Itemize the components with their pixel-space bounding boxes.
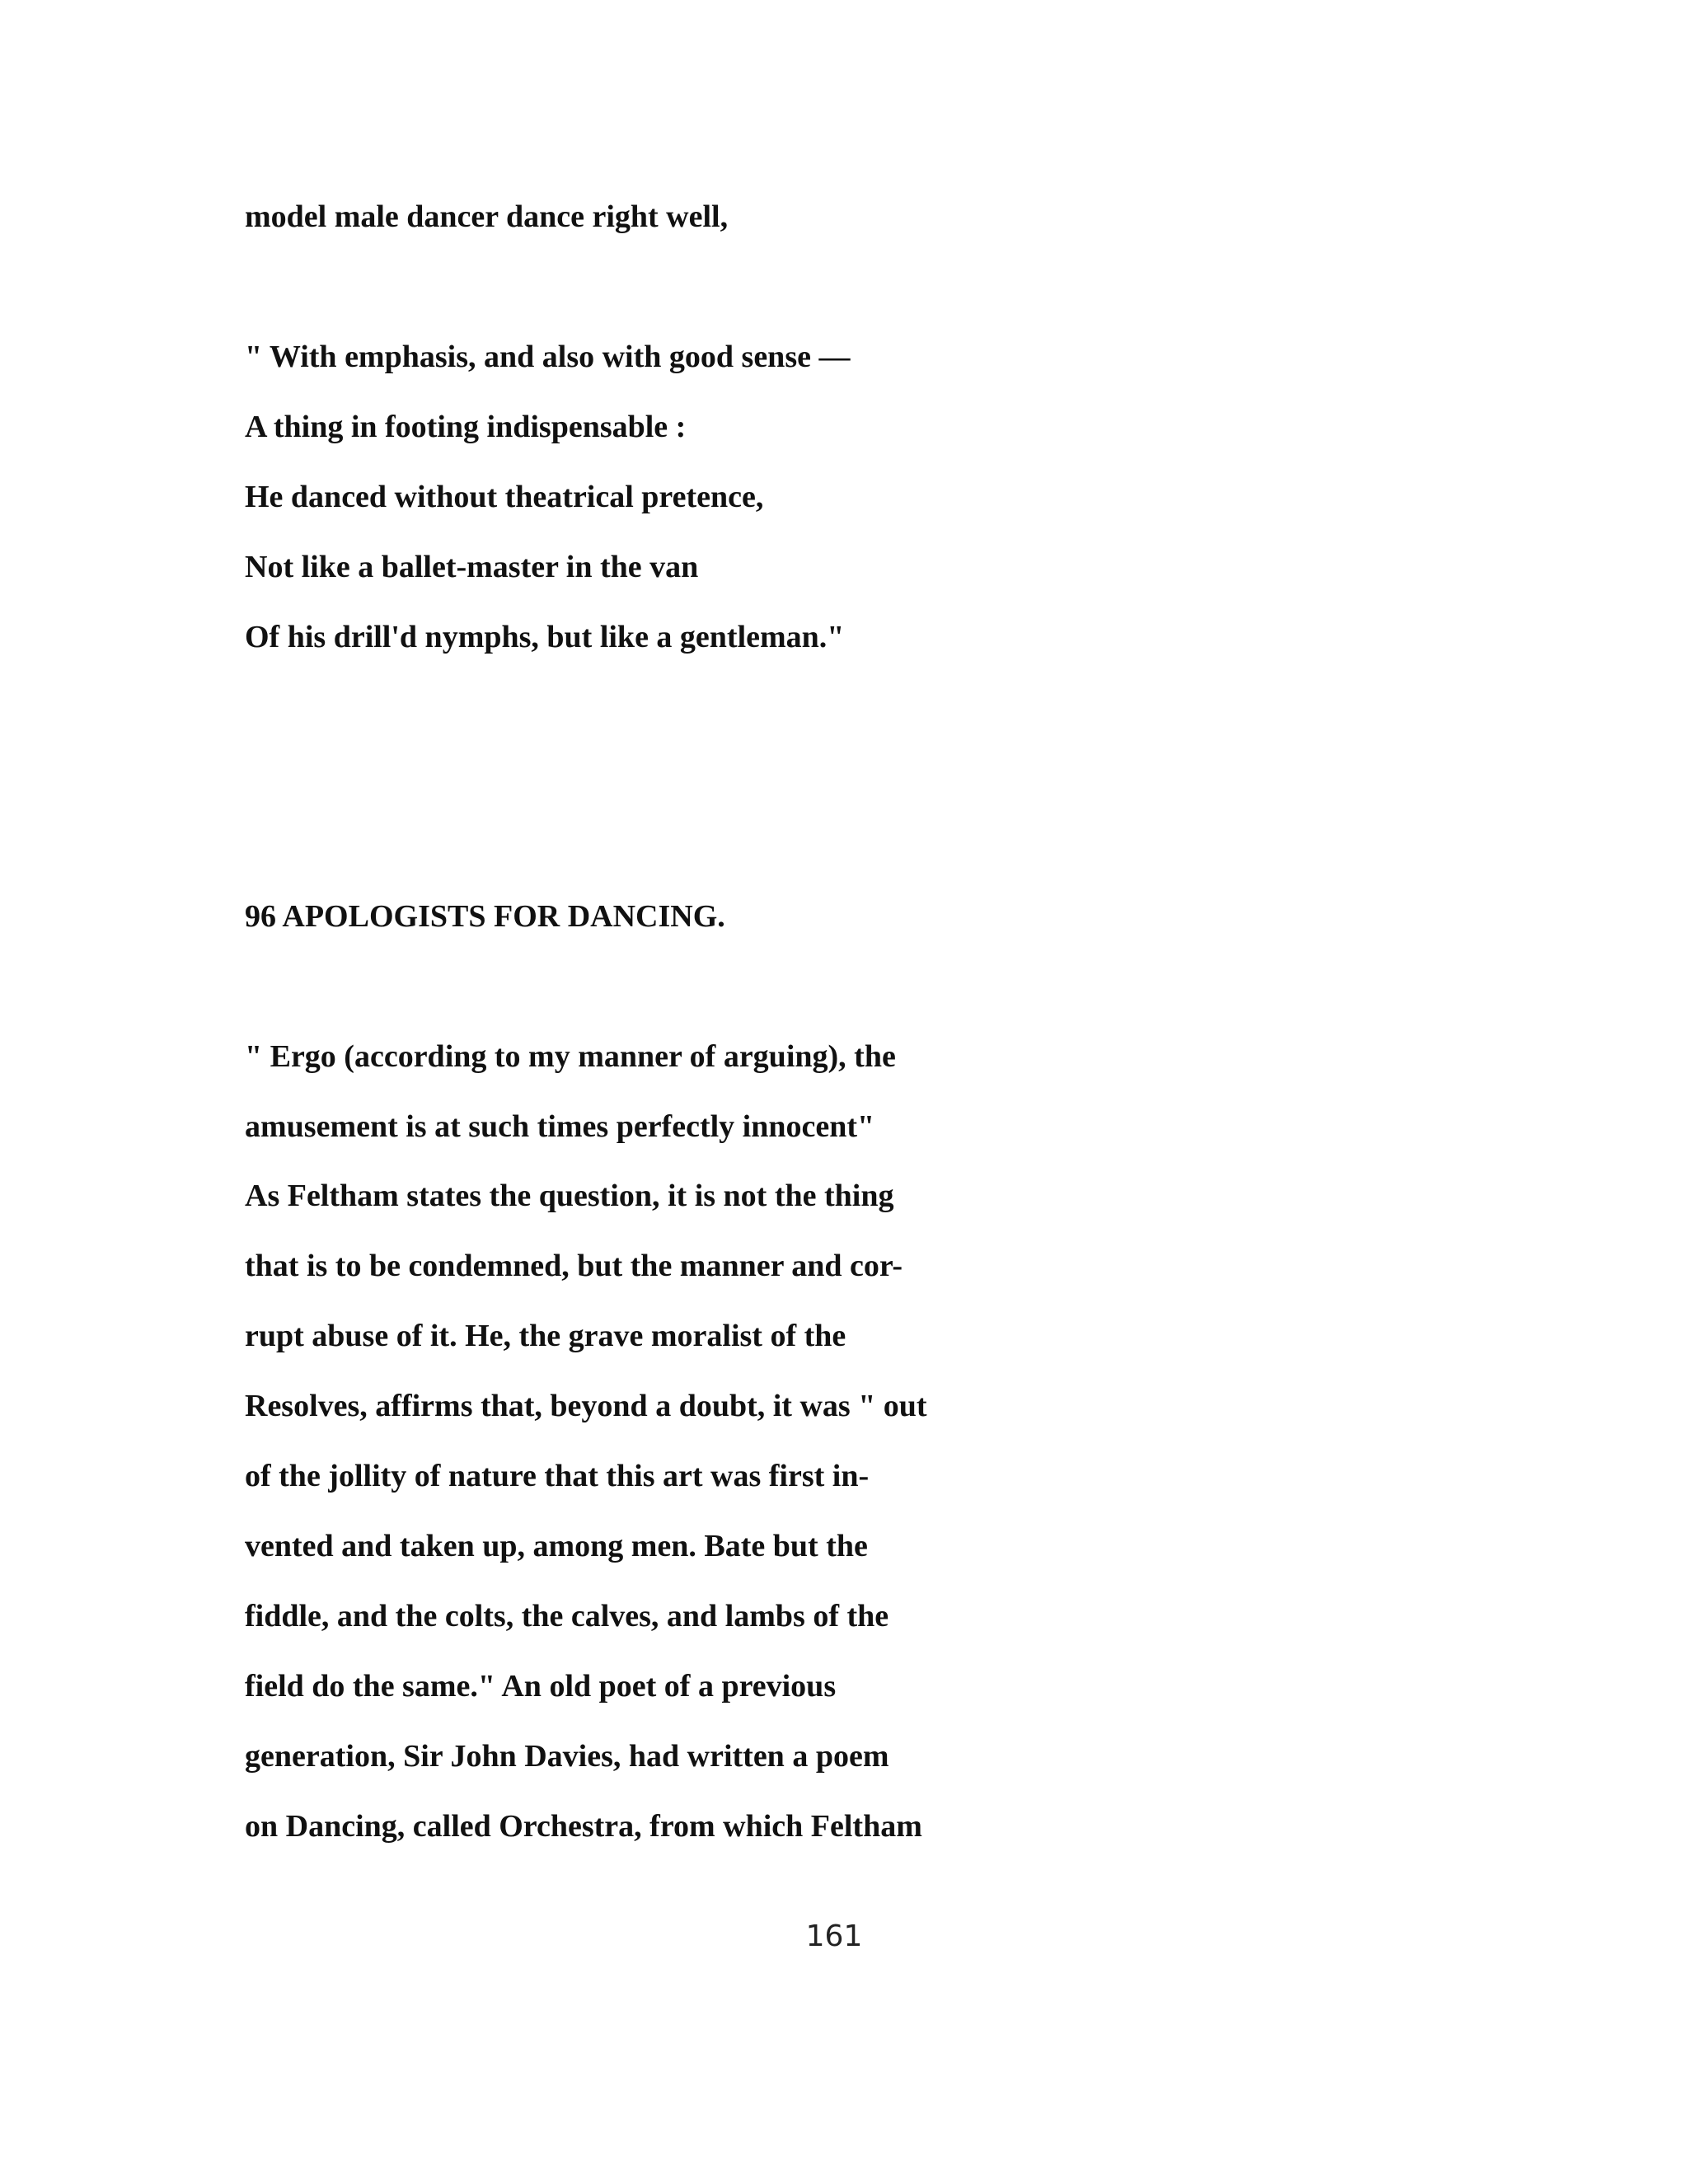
verse-line: " With emphasis, and also with good sense —	[245, 340, 851, 374]
text-line: on Dancing, called Orchestra, from which Feltham	[245, 1809, 922, 1844]
page-number: 161	[805, 1919, 863, 1953]
verse-line: He danced without theatrical pretence,	[245, 480, 764, 514]
text-line: amusement is at such times perfectly innocent"	[245, 1109, 875, 1144]
verse-line: Not like a ballet-master in the van	[245, 550, 699, 584]
text-line: As Feltham states the question, it is not the thing	[245, 1179, 894, 1213]
text-line: " Ergo (according to my manner of arguing), the	[245, 1039, 896, 1074]
text-line: Resolves, affirms that, beyond a doubt, it was " out	[245, 1389, 927, 1423]
text-line: field do the same." An old poet of a previous	[245, 1669, 837, 1704]
text-line: of the jollity of nature that this art was first in-	[245, 1459, 870, 1493]
text-line: model male dancer dance right well,	[245, 199, 729, 234]
text-line: vented and taken up, among men. Bate but the	[245, 1529, 868, 1563]
running-header: 96 APOLOGISTS FOR DANCING.	[245, 899, 725, 934]
text-line: rupt abuse of it. He, the grave moralist of the	[245, 1319, 846, 1353]
text-line: fiddle, and the colts, the calves, and lambs of the	[245, 1599, 889, 1633]
verse-line: A thing in footing indispensable :	[245, 410, 687, 444]
text-line: generation, Sir John Davies, had written a poem	[245, 1739, 889, 1774]
verse-line: Of his drill'd nymphs, but like a gentleman."	[245, 620, 845, 654]
text-line: that is to be condemned, but the manner and cor-	[245, 1249, 903, 1283]
